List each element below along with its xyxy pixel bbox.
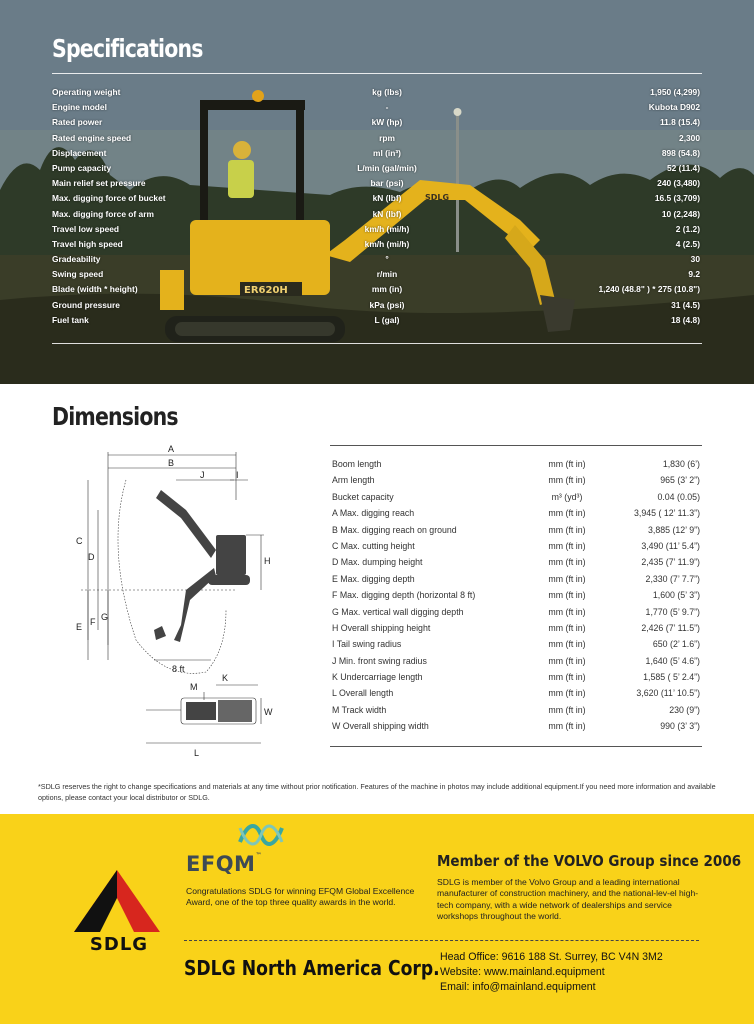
- row-unit: mm (ft in): [548, 639, 586, 650]
- footer-dashed-divider: [184, 940, 699, 941]
- table-row: [332, 571, 702, 587]
- dimensions-top-rule: [330, 445, 702, 446]
- sdlg-logo-text: SDLG: [89, 934, 149, 955]
- row-unit: mm (ft in): [548, 672, 586, 683]
- row-unit: mm (ft in): [548, 655, 586, 666]
- diagram-label-g: G: [101, 612, 109, 622]
- specifications-bottom-rule: [52, 343, 702, 344]
- row-unit: mm (ft in): [548, 688, 586, 699]
- row-unit: kN (lbf): [372, 208, 402, 219]
- row-unit: mm (ft in): [548, 590, 586, 601]
- row-label: Travel high speed: [52, 238, 123, 249]
- row-value: 1,830 (6’): [662, 459, 700, 469]
- row-unit: kg (lbs): [372, 87, 402, 97]
- table-row: [52, 176, 702, 191]
- specifications-table: [52, 85, 702, 328]
- row-value: 1,600 (5’ 3”): [652, 590, 700, 601]
- website-link[interactable]: Website: www.mainland.equipment: [440, 965, 605, 978]
- diagram-label-j: J: [200, 470, 205, 480]
- volvo-member-body: SDLG is member of the Volvo Group and a leading international manufacturer of construction machinery, and the national-lev-el high-tech company, with a wide network of dealerships and service workshops throughout the world.: [437, 877, 699, 922]
- row-label: W Overall shipping width: [332, 721, 429, 732]
- row-label: Ground pressure: [52, 299, 120, 310]
- row-value: 11.8 (15.4): [659, 117, 700, 128]
- row-value: 9.2: [688, 269, 700, 280]
- dimensions-bottom-rule: [330, 746, 702, 747]
- diagram-label-m: M: [190, 682, 198, 692]
- row-value: 16.5 (3,709): [654, 193, 700, 204]
- row-unit: L (gal): [374, 314, 400, 325]
- row-unit: mm (in): [371, 284, 403, 295]
- dimensions-table: [332, 456, 702, 735]
- row-label: Displacement: [52, 147, 107, 158]
- dimensions-title: Dimensions: [52, 402, 178, 431]
- row-label: F Max. digging depth (horizontal 8 ft): [332, 590, 476, 601]
- row-label: Rated power: [52, 117, 103, 128]
- table-row: [52, 146, 702, 161]
- table-row: [332, 718, 702, 734]
- table-row: [332, 472, 702, 488]
- row-value: 4 (2.5): [675, 238, 700, 249]
- row-unit: mm (ft in): [548, 557, 586, 568]
- row-unit: mm (ft in): [548, 573, 586, 584]
- row-value: 2 (1.2): [675, 223, 700, 234]
- table-row: [332, 604, 702, 620]
- table-row: [332, 554, 702, 570]
- row-unit: kW (hp): [371, 117, 403, 128]
- row-unit: ml (in³): [373, 147, 401, 158]
- row-unit: r/min: [376, 269, 398, 280]
- table-row: [52, 100, 702, 115]
- table-row: [52, 191, 702, 206]
- diagram-label-l: L: [194, 748, 200, 758]
- diagram-label-k: K: [222, 673, 229, 683]
- diagram-label-e: E: [76, 622, 83, 632]
- row-value: 898 (54.8): [661, 147, 700, 158]
- row-label: Operating weight: [52, 87, 121, 97]
- row-label: J Min. front swing radius: [332, 655, 427, 666]
- row-value: 650 (2’ 1.6”): [652, 639, 700, 650]
- table-row: [332, 685, 702, 701]
- diagram-label-h: H: [264, 556, 271, 566]
- row-unit: km/h (mi/h): [364, 238, 410, 249]
- contact-block: [440, 950, 663, 994]
- table-row: [332, 702, 702, 718]
- row-label: Gradeability: [52, 254, 101, 265]
- row-label: G Max. vertical wall digging depth: [332, 606, 464, 617]
- row-unit: bar (psi): [370, 178, 404, 189]
- row-value: 30: [690, 254, 700, 265]
- row-value: 31 (4.5): [671, 299, 700, 310]
- table-row: [52, 85, 702, 100]
- volvo-member-title: Member of the VOLVO Group since 2006: [437, 852, 742, 870]
- row-unit: mm (ft in): [548, 524, 586, 535]
- table-row: [52, 282, 702, 297]
- row-value: 1,640 (5’ 4.6”): [645, 655, 700, 666]
- row-unit: -: [385, 102, 389, 113]
- table-row: [52, 313, 702, 328]
- row-unit: mm (ft in): [548, 622, 586, 633]
- row-unit: mm (ft in): [548, 475, 586, 486]
- row-value: 2,300: [679, 132, 700, 143]
- row-label: Max. digging force of bucket: [52, 193, 166, 204]
- row-value: 2,435 (7’ 11.9”): [641, 557, 700, 568]
- row-value: 0.04 (0.05): [657, 491, 700, 502]
- row-label: E Max. digging depth: [332, 573, 415, 584]
- specifications-top-rule: [52, 73, 702, 74]
- row-label: K Undercarriage length: [332, 672, 423, 683]
- diagram-label-i: I: [236, 470, 239, 480]
- row-label: Engine model: [52, 102, 107, 113]
- row-value: 3,885 (12’ 9”): [648, 524, 700, 535]
- row-unit: kN (lbf): [372, 193, 402, 204]
- row-value: 52 (11.4): [666, 162, 700, 173]
- row-label: Blade (width * height): [52, 284, 138, 295]
- row-unit: mm (ft in): [548, 606, 586, 617]
- table-row: [332, 538, 702, 554]
- row-value: 990 (3’ 3”): [660, 721, 700, 732]
- table-row: [332, 636, 702, 652]
- row-value: 1,240 (48.8" ) * 275 (10.8"): [598, 284, 700, 295]
- row-unit: mm (ft in): [548, 704, 586, 715]
- row-value: 230 (9”): [669, 704, 700, 715]
- email-link[interactable]: Email: info@mainland.equipment: [440, 980, 596, 993]
- table-row: [332, 489, 702, 505]
- row-label: I Tail swing radius: [332, 639, 402, 650]
- head-office-address: Head Office: 9616 188 St. Surrey, BC V4N 3M2: [440, 951, 663, 963]
- row-value: 240 (3,480): [657, 178, 700, 189]
- row-label: H Overall shipping height: [332, 622, 431, 633]
- row-label: L Overall length: [332, 688, 394, 699]
- dimensions-diagram: [66, 440, 296, 760]
- diagram-label-w: W: [264, 707, 273, 717]
- row-label: Max. digging force of arm: [52, 208, 154, 219]
- disclaimer-text: *SDLG reserves the right to change specifications and materials at any time without prior notification. Features of the machine in photos may include additional equipment.If you need more information and available options, please contact your local distributor or SDLG.: [38, 782, 716, 802]
- row-label: Rated engine speed: [52, 132, 132, 143]
- row-value: 3,945 ( 12’ 11.3”): [633, 508, 700, 519]
- row-unit: m³ (yd³): [551, 491, 583, 502]
- row-value: 18 (4.8): [671, 314, 700, 325]
- row-value: 965 (3’ 2”): [660, 475, 700, 486]
- row-unit: km/h (mi/h): [364, 223, 410, 234]
- row-value: 2,426 (7’ 11.5”): [641, 622, 700, 633]
- diagram-label-8ft: 8 ft: [172, 664, 185, 674]
- specifications-section: [0, 0, 754, 384]
- row-unit: mm (ft in): [548, 540, 586, 551]
- row-value: 3,620 (11’ 10.5”): [636, 688, 700, 699]
- table-row: [52, 237, 702, 252]
- row-value: Kubota D902: [648, 102, 700, 113]
- table-row: [52, 131, 702, 146]
- row-value: 1,770 (5’ 9.7”): [645, 606, 700, 617]
- table-row: [332, 456, 702, 472]
- table-row: [332, 505, 702, 521]
- row-label: C Max. cutting height: [332, 540, 415, 551]
- row-unit: mm (ft in): [548, 459, 586, 469]
- row-label: M Track width: [332, 704, 387, 715]
- table-row: [52, 252, 702, 267]
- row-unit: mm (ft in): [548, 508, 586, 519]
- row-value: 1,585 ( 5’ 2.4”): [643, 672, 700, 683]
- efqm-wordmark: EFQM™: [186, 852, 262, 876]
- diagram-label-b: B: [168, 458, 175, 468]
- row-unit: mm (ft in): [548, 721, 586, 732]
- row-value: 10 (2,248): [661, 208, 700, 219]
- row-label: Pump capacity: [52, 162, 112, 173]
- table-row: [52, 222, 702, 237]
- row-label: Boom length: [332, 459, 382, 469]
- table-row: [332, 522, 702, 538]
- row-label: Fuel tank: [52, 314, 89, 325]
- machine-model-label: ER620H: [244, 285, 288, 296]
- row-label: D Max. dumping height: [332, 557, 423, 568]
- diagram-label-c: C: [76, 536, 83, 546]
- table-row: [332, 587, 702, 603]
- efqm-award-message: Congratulations SDLG for winning EFQM Global Excellence Award, one of the top three quality awards in the world.: [186, 886, 415, 908]
- table-row: [52, 267, 702, 282]
- row-label: Bucket capacity: [332, 491, 394, 502]
- table-row: [52, 115, 702, 130]
- efqm-logo-icon: [236, 820, 286, 850]
- row-label: Swing speed: [52, 269, 104, 280]
- diagram-label-f: F: [90, 617, 96, 627]
- corp-name: SDLG North America Corp.: [184, 956, 440, 980]
- table-row: [332, 620, 702, 636]
- row-value: 3,490 (11’ 5.4”): [641, 540, 700, 551]
- table-row: [332, 669, 702, 685]
- table-row: [52, 207, 702, 222]
- svg-text:SDLG: SDLG: [425, 193, 450, 202]
- row-value: 1,950 (4,299): [650, 87, 700, 97]
- diagram-label-a: A: [168, 444, 175, 454]
- row-label: B Max. digging reach on ground: [332, 524, 457, 535]
- row-label: Travel low speed: [52, 223, 120, 234]
- row-unit: °: [385, 254, 389, 265]
- specifications-title: Specifications: [52, 34, 203, 63]
- row-label: Main relief set pressure: [52, 178, 146, 189]
- table-row: [52, 161, 702, 176]
- row-label: Arm length: [332, 475, 375, 486]
- diagram-label-d: D: [88, 552, 95, 562]
- row-value: 2,330 (7’ 7.7”): [645, 573, 700, 584]
- row-unit: rpm: [379, 132, 395, 143]
- row-unit: L/min (gal/min): [357, 162, 417, 173]
- table-row: [332, 653, 702, 669]
- table-row: [52, 298, 702, 313]
- row-label: A Max. digging reach: [332, 508, 415, 519]
- row-unit: kPa (psi): [369, 299, 405, 310]
